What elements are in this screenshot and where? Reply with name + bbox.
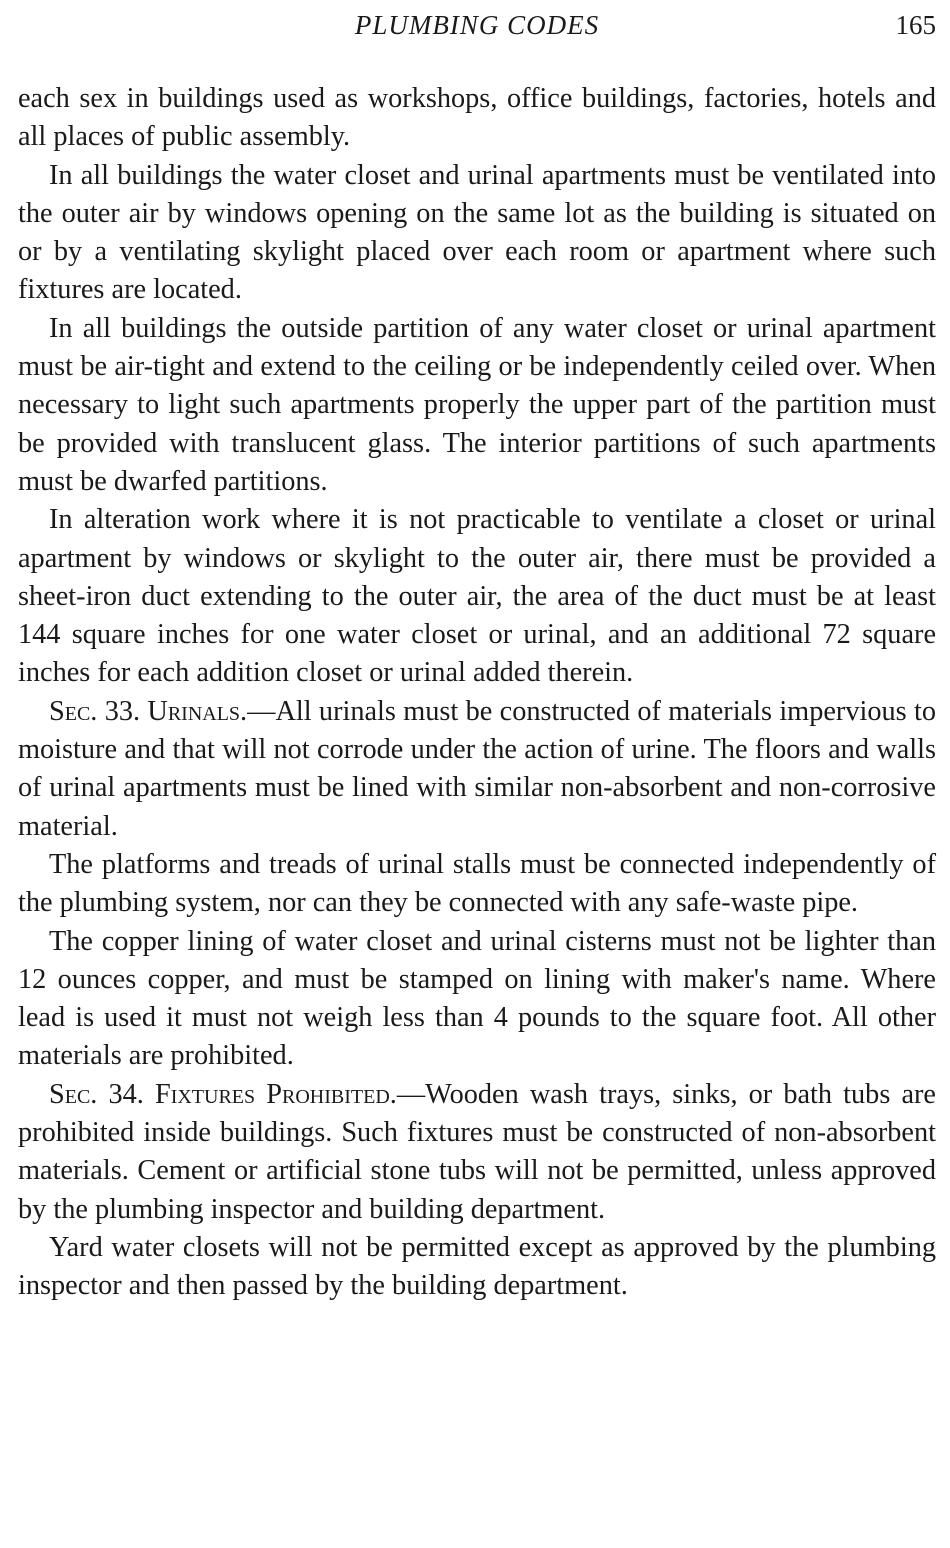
paragraph-copper-lining: The copper lining of water closet and urinal cisterns must not be lighter than 12 ounces copper, and must be stamped on lining with maker's name. Where lead is used it must not weigh less than 4 pounds to the square foot. All other materials are prohibited.	[18, 925, 936, 1072]
paragraph-ventilation: In all buildings the water closet and urinal apartments must be ventilated into the outer air by windows opening on the same lot as the building is situated on or by a ventilating skylight placed over each room or apartment where such fixtures are located.	[18, 159, 936, 306]
paragraph-partitions: In all buildings the outside partition of any water closet or urinal apartment must be air-tight and extend to the ceiling or be independently ceiled over. When necessary to light such apartments properly the upper part of the partition must be provided with translucent glass. The interior partitions of such apartments must be dwarfed partitions.	[18, 312, 936, 497]
page-number: 165	[895, 10, 936, 40]
section-33-text: —All urinals must be constructed of materials impervious to moisture and that will not corrode under the action of urine. The floors and walls of urinal apartments must be lined with similar non-absorbent and non-corrosive material.	[18, 695, 936, 842]
paragraph-platforms: The platforms and treads of urinal stalls must be connected independently of the plumbing system, nor can they be connected with any safe-waste pipe.	[18, 848, 936, 919]
paragraph-continuation: each sex in buildings used as workshops, office buildings, factories, hotels and all places of public assembly.	[18, 83, 936, 153]
paragraph-yard-closets: Yard water closets will not be permitted except as approved by the plumbing inspector and then passed by the building department.	[18, 1231, 936, 1302]
section-34-heading: Fixtures Prohibited.	[154, 1078, 397, 1110]
paragraph-alteration-work: In alteration work where it is not practicable to ventilate a closet or urinal apartment by windows or skylight to the outer air, there must be provided a sheet-iron duct extending to the outer air, the area of the duct must be at least 144 square inches for one water closet or urinal, and an additional 72 square inches for each addition closet or urinal added therein.	[18, 504, 936, 689]
section-33-number: Sec. 33.	[49, 695, 141, 727]
section-33-heading: Urinals.	[147, 695, 248, 727]
running-head	[18, 0, 936, 48]
book-page	[18, 0, 936, 1306]
section-34-text: —Wooden wash trays, sinks, or bath tubs are prohibited inside buildings. Such fixtures must be constructed of non-absorbent materials. Cement or artificial stone tubs will not be permitted, unless approved by the plumbing inspector and building department.	[18, 1078, 936, 1225]
section-33-paragraph	[18, 693, 936, 846]
section-34-number: Sec. 34.	[49, 1078, 144, 1110]
section-34-paragraph	[18, 1076, 936, 1229]
body-text	[18, 80, 936, 1306]
running-title: PLUMBING CODES	[354, 10, 600, 40]
